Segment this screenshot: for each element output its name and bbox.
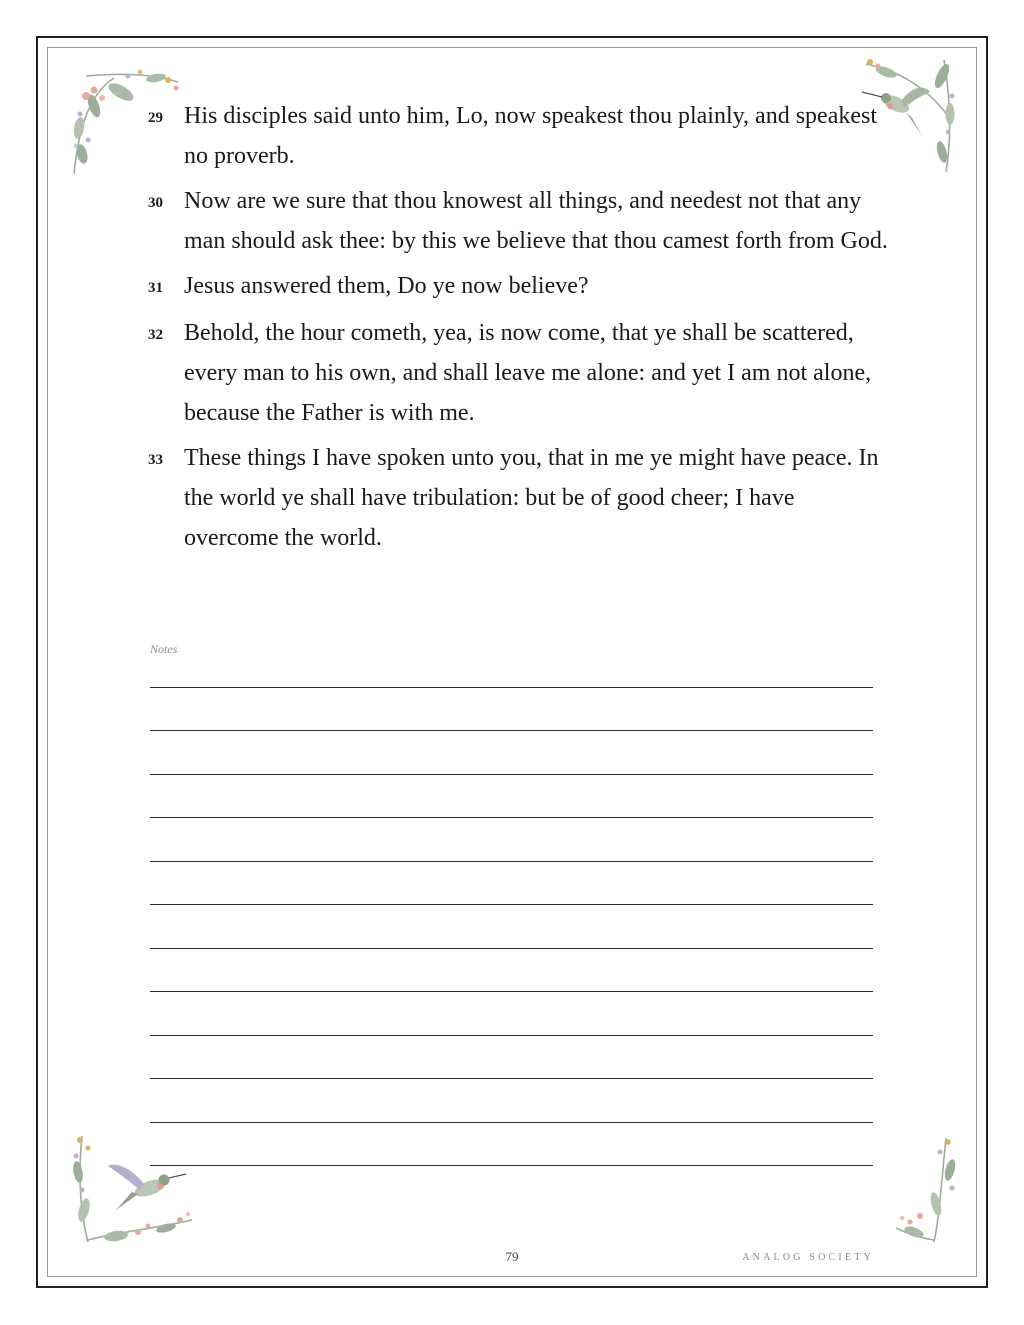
verse [148, 96, 888, 176]
note-line [150, 1123, 873, 1167]
verse-number: 31 [148, 280, 163, 296]
note-line [150, 644, 873, 688]
note-line [150, 688, 873, 732]
verse-number: 32 [148, 327, 163, 343]
note-line [150, 862, 873, 906]
note-line [150, 949, 873, 993]
notes-writing-lines [150, 644, 873, 1166]
verse-number: 29 [148, 110, 163, 126]
note-line [150, 775, 873, 819]
verse-text: His disciples said unto him, Lo, now speakest thou plainly, and speakest no proverb. [184, 103, 878, 169]
note-line [150, 1079, 873, 1123]
verse-number: 33 [148, 452, 163, 468]
verse-text: These things I have spoken unto you, that in me ye might have peace. In the world ye shall have tribulation: but be of good cheer; I have overcome the world. [184, 445, 879, 551]
page-number: 79 [505, 1249, 519, 1264]
note-line [150, 731, 873, 775]
brand-name: ANALOG SOCIETY [742, 1252, 874, 1263]
verse [148, 266, 888, 308]
verse [148, 181, 888, 261]
verse-number: 30 [148, 195, 163, 211]
verse-text: Jesus answered them, Do ye now believe? [184, 273, 589, 299]
verse-text: Now are we sure that thou knowest all things, and needest not that any man should ask thee: by this we believe that thou camest forth from God. [184, 188, 888, 254]
note-line [150, 818, 873, 862]
verse-text: Behold, the hour cometh, yea, is now come, that ye shall be scattered, every man to his own, and shall leave me alone: and yet I am not alone, because the Father is with me. [184, 320, 872, 426]
verse [148, 313, 888, 433]
note-line [150, 905, 873, 949]
hummingbird-bottom-left [108, 1165, 186, 1210]
verse [148, 438, 888, 558]
floral-corner-bottom-right [890, 1134, 962, 1246]
note-line [150, 992, 873, 1036]
notes-label: Notes [150, 642, 178, 656]
note-line [150, 1036, 873, 1080]
scripture-verses [148, 96, 888, 563]
